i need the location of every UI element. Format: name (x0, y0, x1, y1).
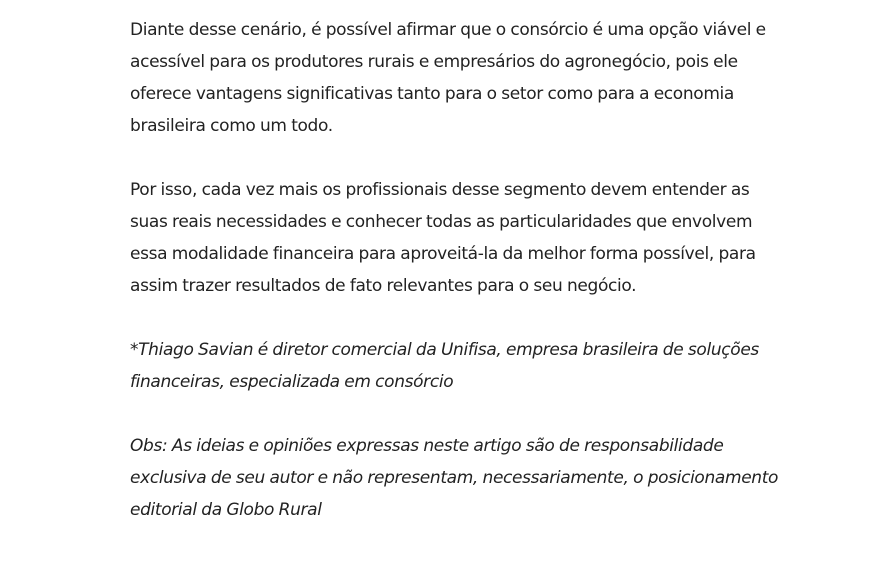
article-paragraph: Por isso, cada vez mais os profissionais desse segmento devem entender as suas reais necessidades e conhecer todas as particularidades que envolvem essa modalidade financeira para aproveitá-la da melhor forma possível, para assim trazer resultados de fato relevantes para o seu negócio. (130, 180, 756, 296)
author-note: *Thiago Savian é diretor comercial da Unifisa, empresa brasileira de soluções financeiras, especializada em consórcio (130, 340, 759, 392)
article-paragraph: Diante desse cenário, é possível afirmar que o consórcio é uma opção viável e acessível para os produtores rurais e empresários do agronegócio, pois ele oferece vantagens significativas tanto para o setor como para a economia brasileira como um todo. (130, 20, 766, 136)
article-body (130, 14, 780, 558)
editorial-disclaimer: Obs: As ideias e opiniões expressas neste artigo são de responsabilidade exclusiva de seu autor e não representam, necessariamente, o posicionamento editorial da Globo Rural (130, 436, 779, 520)
